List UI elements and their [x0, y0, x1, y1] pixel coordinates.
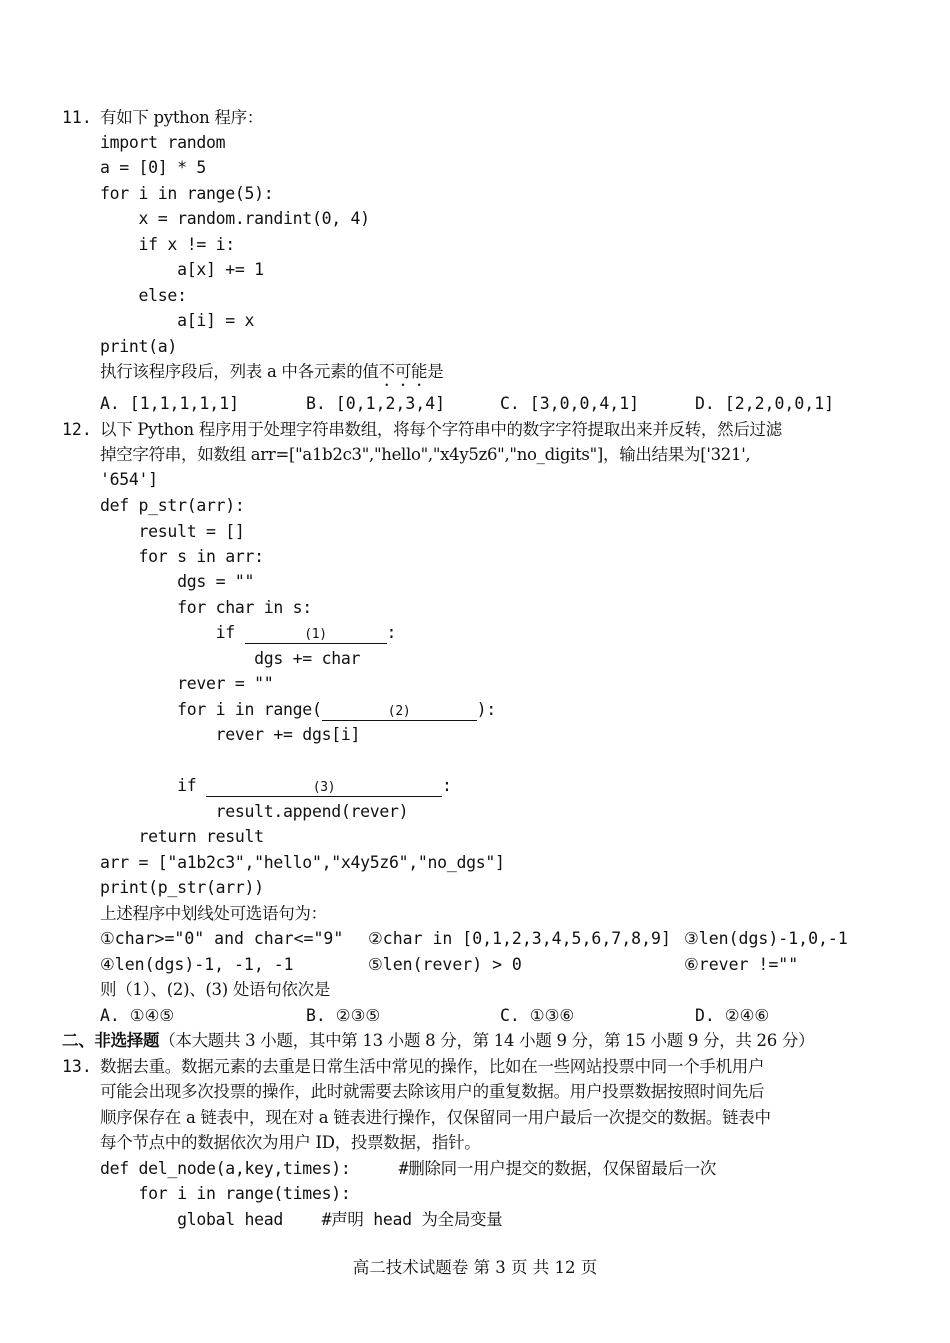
q12-code-line: dgs = "" — [100, 572, 255, 591]
q12-code-line: for i in range( (2) ): — [100, 700, 496, 719]
q12-code-line: return result — [100, 827, 264, 846]
q13-code-line: for i in range(times): — [100, 1184, 351, 1203]
blank-3: (3) — [206, 780, 442, 797]
q11-code-line: a[i] = x — [100, 311, 255, 330]
q11-code-line: a[x] += 1 — [100, 260, 264, 279]
q12-code-line: rever = "" — [100, 674, 274, 693]
q13-code-line: global head #声明 head 为全局变量 — [100, 1210, 503, 1229]
section-note: （本大题共 3 小题，其中第 13 小题 8 分，第 14 小题 9 分，第 15 小题 9 分，共 26 分） — [159, 1031, 815, 1050]
q12-choice: ③len(dgs)-1,0,-1 — [684, 929, 848, 948]
section-title: 二、非选择题 — [62, 1031, 160, 1050]
q13-number: 13. — [62, 1057, 92, 1076]
q12-code-line: arr = ["a1b2c3","hello","x4y5z6","no_dgs"] — [100, 853, 505, 872]
q12-code-line: if (3) : — [100, 776, 452, 795]
q12-option-a: A. ①④⑤ — [100, 1006, 175, 1025]
q12-code-line: if (1) : — [100, 623, 397, 642]
q12-choice: ②char in [0,1,2,3,4,5,6,7,8,9] — [368, 929, 671, 948]
q12-choice: ④len(dgs)-1, -1, -1 — [100, 955, 294, 974]
q12-choice: ⑥rever !="" — [684, 955, 799, 974]
q12-code-line: print(p_str(arr)) — [100, 878, 264, 897]
q12-code-line: def p_str(arr): — [100, 496, 245, 515]
q12-option-d: D. ②④⑥ — [695, 1006, 770, 1025]
q13-text-line: 顺序保存在 a 链表中，现在对 a 链表进行操作，仅保留同一用户最后一次提交的数据。链表中 — [100, 1108, 771, 1127]
q12-code-line: rever += dgs[i] — [100, 725, 361, 744]
q11-code-line: if x != i: — [100, 235, 235, 254]
q11-question: 执行该程序段后，列表 a 中各元素的值不可能是 — [100, 362, 444, 381]
q12-number: 12. — [62, 420, 92, 439]
q12-question: 则（1）、(2)、(3) 处语句依次是 — [100, 980, 331, 999]
q11-code-line: a = [0] * 5 — [100, 158, 206, 177]
q12-option-c: C. ①③⑥ — [500, 1006, 575, 1025]
q11-code-line: import random — [100, 133, 226, 152]
q12-code-line: dgs += char — [100, 649, 361, 668]
q13-text-line: 每个节点中的数据依次为用户 ID，投票数据，指针。 — [100, 1133, 481, 1152]
blank-1: (1) — [245, 627, 387, 644]
q11-option-c: C. [3,0,0,4,1] — [500, 394, 640, 413]
q12-code-line: result.append(rever) — [100, 802, 409, 821]
q11-code-line: else: — [100, 286, 187, 305]
q11-option-d: D. [2,2,0,0,1] — [695, 394, 835, 413]
q11-code-line: for i in range(5): — [100, 184, 274, 203]
q12-code-line: for s in arr: — [100, 547, 264, 566]
section-heading — [62, 1031, 814, 1051]
q11-option-b: B. [0,1,2,3,4] — [306, 394, 446, 413]
q11-code-line: x = random.randint(0, 4) — [100, 209, 370, 228]
q12-stem-line: 掉空字符串，如数组 arr=["a1b2c3","hello","x4y5z6","no_digits"]，输出结果为['321', — [100, 445, 751, 464]
q12-choice: ①char>="0" and char<="9" — [100, 929, 344, 948]
q12-code-line: result = [] — [100, 522, 245, 541]
q12-choices-title: 上述程序中划线处可选语句为： — [100, 904, 327, 923]
q11-number: 11. — [62, 108, 92, 127]
q11-code-line: print(a) — [100, 337, 178, 356]
q12-choice: ⑤len(rever) > 0 — [368, 955, 522, 974]
q12-option-b: B. ②③⑤ — [306, 1006, 381, 1025]
q12-stem-line: 以下 Python 程序用于处理字符串数组，将每个字符串中的数字字符提取出来并反转，然后过滤 — [100, 420, 782, 439]
q11-stem: 有如下 python 程序： — [100, 108, 263, 127]
q12-stem-line: '654'] — [100, 470, 158, 489]
q11-option-a: A. [1,1,1,1,1] — [100, 394, 240, 413]
q13-text-line: 数据去重。数据元素的去重是日常生活中常见的操作，比如在一些网站投票中同一个手机用户 — [100, 1057, 765, 1076]
q12-code-line: for char in s: — [100, 598, 312, 617]
page-footer: 高二技术试题卷 第 3 页 共 12 页 — [352, 1258, 598, 1277]
q13-code-line: def del_node(a,key,times): #删除同一用户提交的数据，仅保留最后一次 — [100, 1159, 717, 1178]
q13-text-line: 可能会出现多次投票的操作，此时就需要去除该用户的重复数据。用户投票数据按照时间先后 — [100, 1082, 765, 1101]
blank-2: (2) — [322, 704, 477, 721]
emphasis-text: 不可能 — [378, 362, 428, 381]
